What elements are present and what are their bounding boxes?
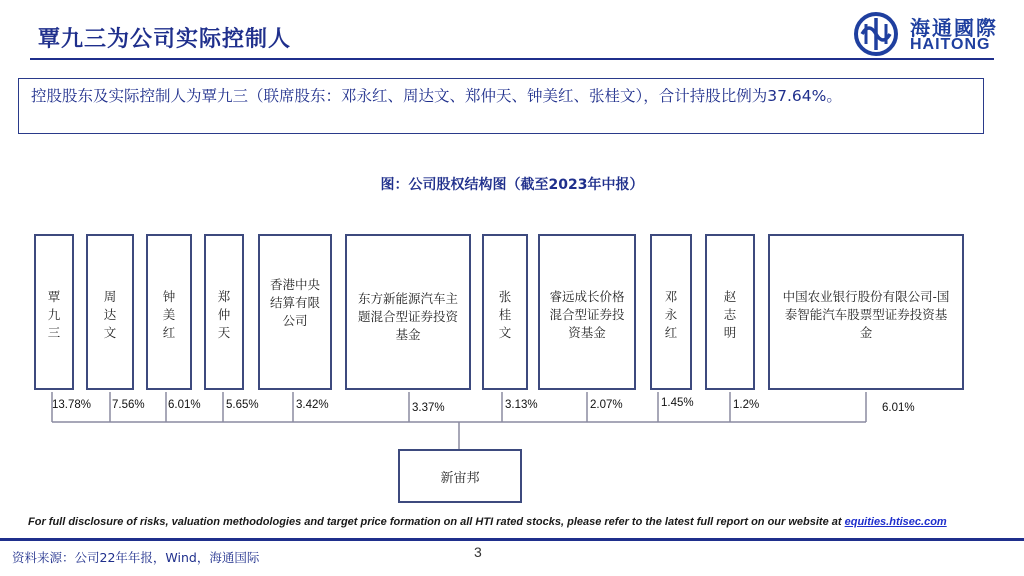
- summary-box: 控股股东及实际控制人为覃九三（联席股东：邓永红、周达文、郑仲天、钟美红、张桂文），合计持股比例为37.64%。: [18, 78, 984, 134]
- shareholder-box: [258, 234, 332, 390]
- shareholder-box: [86, 234, 134, 390]
- shareholder-box: [345, 234, 471, 390]
- shareholder-box: [650, 234, 692, 390]
- shareholder-box: [482, 234, 528, 390]
- holding-percentage: 6.01%: [168, 399, 201, 411]
- shareholder-name: 覃九三: [47, 289, 61, 340]
- shareholder-box: [204, 234, 244, 390]
- shareholder-name: 赵志明: [723, 289, 737, 340]
- holding-percentage: 3.37%: [412, 402, 445, 414]
- shareholder-box: [705, 234, 755, 390]
- shareholder-name: 邓永红: [664, 289, 678, 340]
- shareholder-box: [538, 234, 636, 390]
- footer-divider: [0, 538, 1024, 541]
- page-title: 覃九三为公司实际控制人: [38, 26, 292, 52]
- disclaimer: [28, 516, 947, 528]
- shareholder-box: [146, 234, 192, 390]
- logo-english-text: HAITONG: [910, 36, 991, 53]
- page-number: 3: [474, 544, 482, 560]
- shareholder-name: 张桂文: [498, 289, 512, 340]
- shareholder-name: 郑仲天: [217, 289, 231, 340]
- holding-percentage: 1.45%: [661, 397, 694, 409]
- shareholder-name: 香港中央结算有限公司: [269, 277, 320, 328]
- shareholder-box: [768, 234, 964, 390]
- holding-percentage: 3.42%: [296, 399, 329, 411]
- shareholder-name: 东方新能源汽车主题混合型证券投资基金: [357, 291, 458, 342]
- shareholder-box: [34, 234, 74, 390]
- shareholder-name: 睿远成长价格混合型证券投资基金: [549, 289, 625, 340]
- disclaimer-link[interactable]: equities.htisec.com: [844, 516, 947, 528]
- holding-percentage: 5.65%: [226, 399, 259, 411]
- disclaimer-text: For full disclosure of risks, valuation methodologies and target price formation on all HTI rated stocks, please refer to the latest full report on our website at: [28, 516, 845, 528]
- shareholder-name: 周达文: [103, 289, 117, 340]
- company-box: 新宙邦: [398, 449, 522, 503]
- holding-percentage: 2.07%: [590, 399, 623, 411]
- logo-chinese-text: 海通國際: [910, 16, 998, 40]
- holding-percentage: 13.78%: [52, 399, 92, 411]
- shareholder-name: 钟美红: [162, 289, 176, 340]
- holding-percentage: 6.01%: [882, 402, 915, 414]
- figure-title: 图：公司股权结构图（截至2023年中报）: [380, 177, 644, 193]
- holding-percentage: 7.56%: [112, 399, 145, 411]
- shareholder-name: 中国农业银行股份有限公司-国泰智能汽车股票型证券投资基金: [782, 289, 950, 340]
- source-note: 资料来源：公司22年年报，Wind，海通国际: [12, 550, 260, 565]
- holding-percentage: 1.2%: [733, 399, 760, 411]
- holding-percentage: 3.13%: [505, 399, 538, 411]
